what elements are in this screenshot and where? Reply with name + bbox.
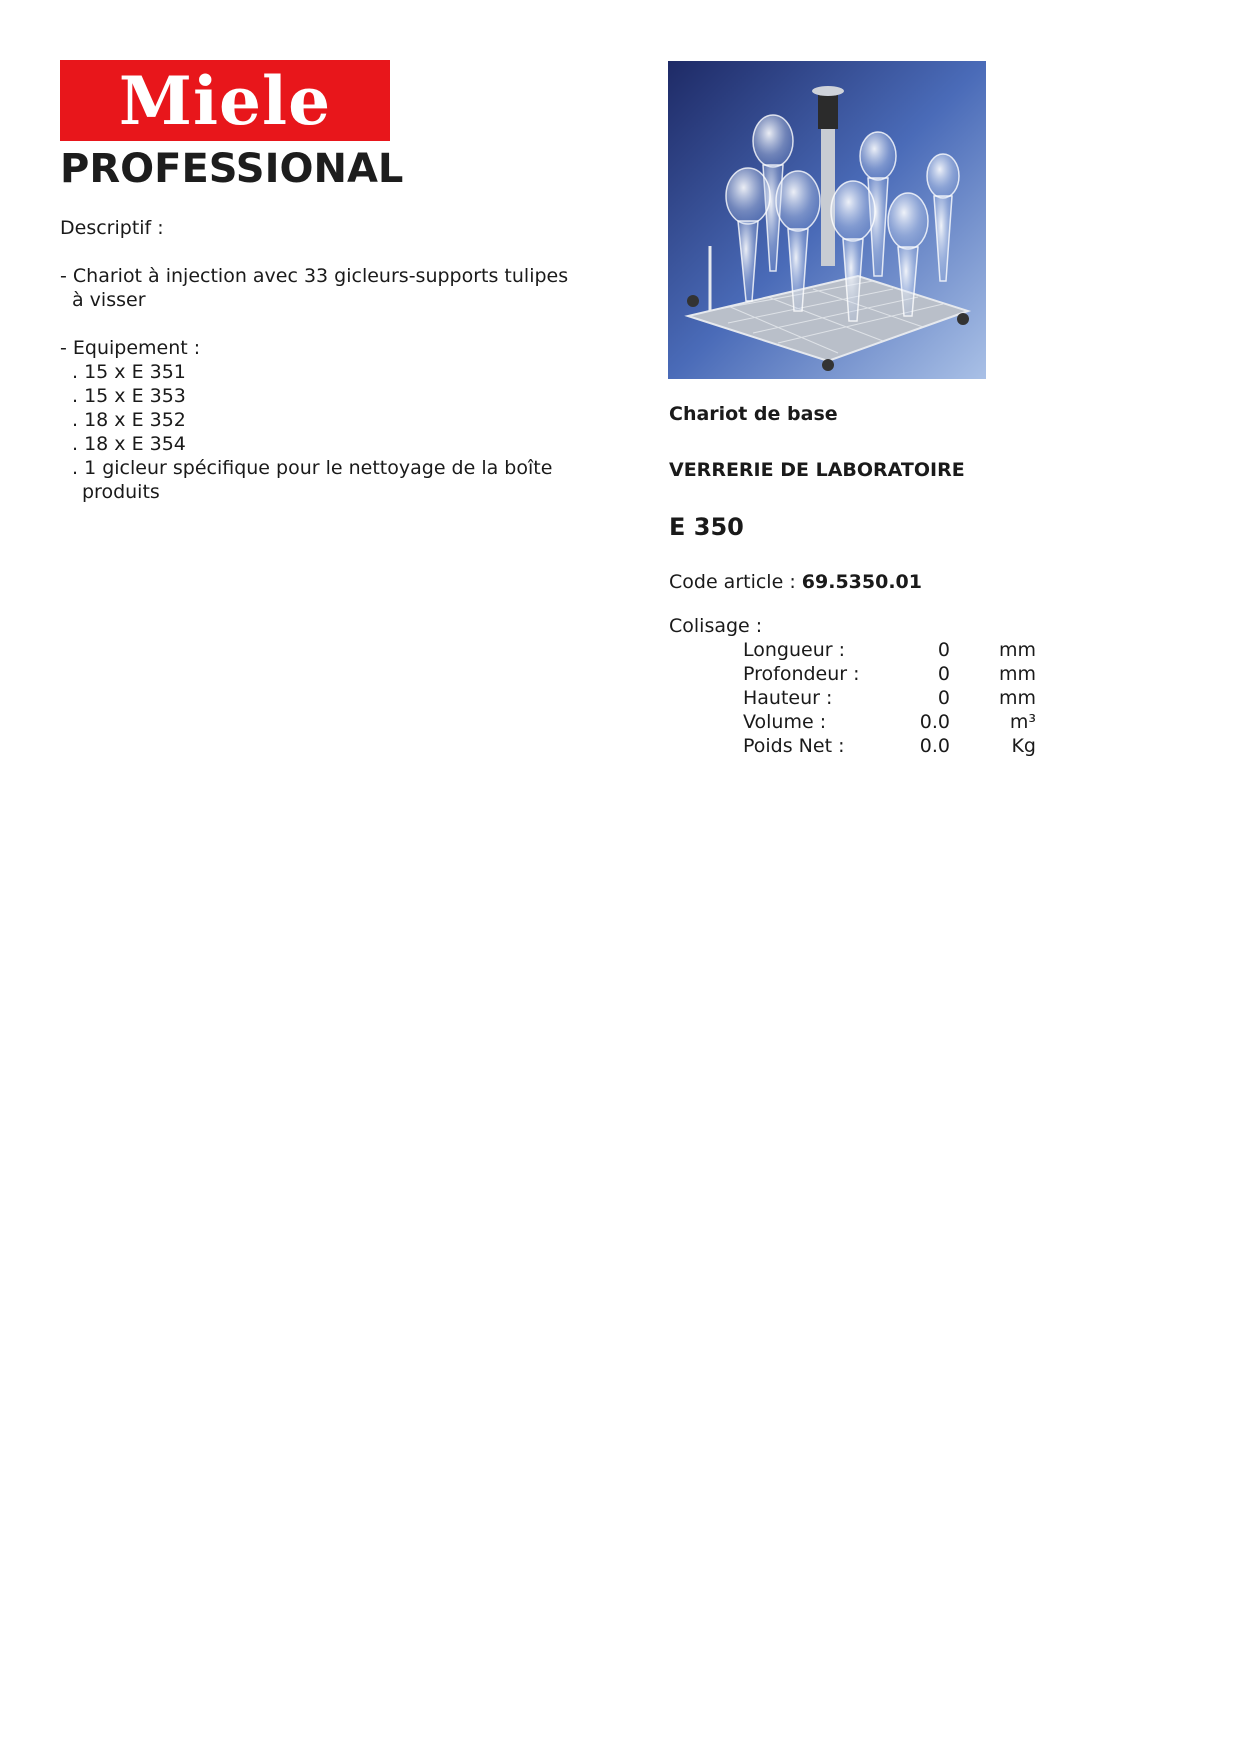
equipment-item: . 18 x E 354 [72, 433, 186, 455]
spec-value: 0 [937, 663, 950, 685]
spec-value: 0 [937, 687, 950, 709]
spec-row [669, 734, 1189, 758]
spec-row [669, 638, 1189, 662]
spec-row [669, 686, 1189, 710]
description-block [60, 216, 580, 504]
spec-label: Volume : [743, 711, 827, 733]
spec-row [669, 710, 1189, 734]
article-code-label: Code article : [669, 571, 796, 593]
spec-value: 0.0 [919, 735, 950, 757]
spec-unit: Kg [1011, 735, 1036, 757]
spec-label: Hauteur : [743, 687, 833, 709]
logo-brand: Miele [60, 60, 390, 141]
description-item-line: - Chariot à injection avec 33 gicleurs-supports tulipes [60, 265, 569, 287]
spec-unit: mm [998, 639, 1036, 661]
miele-professional-logo [60, 60, 404, 192]
description-item-line: à visser [72, 289, 146, 311]
product-type: Chariot de base [669, 403, 838, 425]
product-category: VERRERIE DE LABORATOIRE [669, 459, 965, 481]
spec-label: Longueur : [743, 639, 846, 661]
spec-unit: mm [998, 687, 1036, 709]
description-heading: Descriptif : [60, 217, 164, 239]
spec-label: Profondeur : [743, 663, 860, 685]
spec-value: 0 [937, 639, 950, 661]
equipment-item: . 15 x E 351 [72, 361, 186, 383]
spec-row [669, 662, 1189, 686]
spec-value: 0.0 [919, 711, 950, 733]
spec-unit: m³ [1009, 711, 1036, 733]
product-model: E 350 [669, 513, 744, 541]
product-photo [668, 61, 986, 379]
equipment-item: . 18 x E 352 [72, 409, 186, 431]
product-info [669, 400, 1189, 758]
equipment-item: . 15 x E 353 [72, 385, 186, 407]
packaging-label: Colisage : [669, 615, 763, 637]
equipment-heading: - Equipement : [60, 337, 201, 359]
equipment-item: . 1 gicleur spécifique pour le nettoyage de la boîte [72, 457, 553, 479]
spec-label: Poids Net : [743, 735, 845, 757]
article-code [669, 568, 1189, 596]
logo-tagline: PROFESSIONAL [60, 146, 404, 192]
spec-unit: mm [998, 663, 1036, 685]
equipment-item: produits [82, 481, 160, 503]
article-code-value: 69.5350.01 [801, 571, 922, 593]
